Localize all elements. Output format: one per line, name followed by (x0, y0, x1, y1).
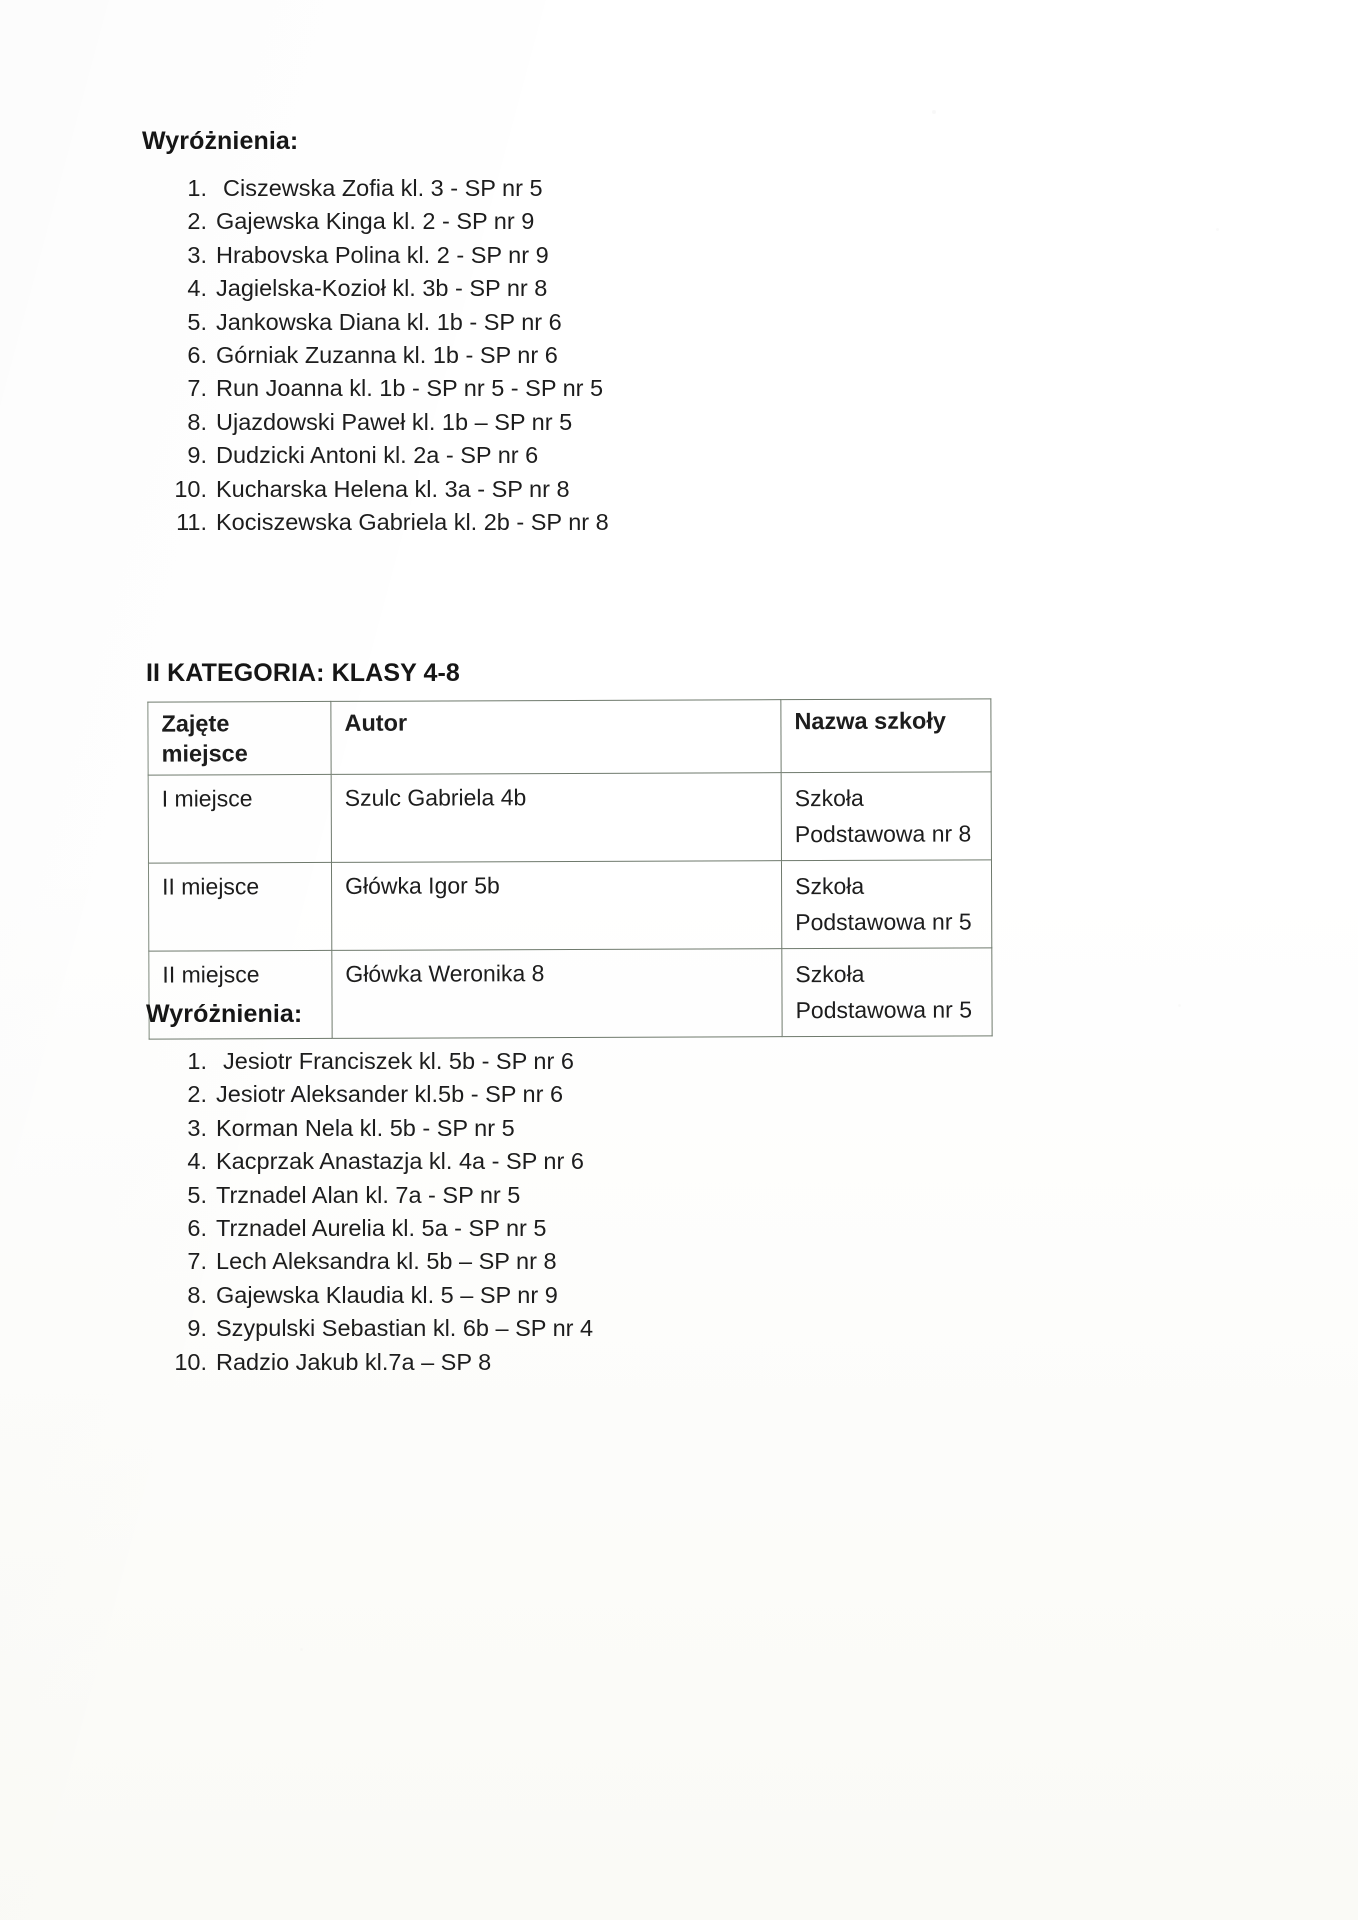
list-item-text: Szypulski Sebastian kl. 6b – SP nr 4 (216, 1315, 594, 1342)
list-item (170, 1112, 593, 1145)
school-name-line-2: Podstawowa nr 5 (795, 996, 973, 1024)
list-item-number: 7. (187, 1248, 207, 1275)
section-one-list (170, 172, 609, 539)
list-item-number: 5. (187, 1181, 207, 1208)
list-item-number: 4. (187, 275, 207, 302)
list-item (170, 1078, 593, 1111)
list-item (170, 172, 609, 205)
school-name-line-1: Szkoła (795, 960, 865, 988)
list-item-text: Jagielska-Kozioł kl. 3b - SP nr 8 (216, 275, 548, 302)
column-header-place: Zajęte miejsce (148, 701, 331, 775)
list-item (170, 506, 609, 539)
list-item-text: Jesiotr Aleksander kl.5b - SP nr 6 (216, 1081, 564, 1108)
list-item (170, 272, 609, 305)
cell-place: II miejsce (148, 862, 331, 951)
results-table (147, 698, 992, 1039)
school-name-line-2: Podstawowa nr 8 (794, 820, 972, 848)
list-item-text: Dudzicki Antoni kl. 2a - SP nr 6 (216, 442, 539, 469)
section-three-heading: Wyróżnienia: (146, 1000, 303, 1028)
list-item-number: 1. (187, 1048, 207, 1074)
list-item-text: Radzio Jakub kl.7a – SP 8 (216, 1348, 492, 1375)
column-header-author: Autor (331, 700, 781, 775)
list-item-text: Run Joanna kl. 1b - SP nr 5 - SP nr 5 (216, 375, 604, 402)
school-name-line-2: Podstawowa nr 5 (795, 908, 972, 936)
section-three-list (170, 1045, 593, 1379)
list-item-number: 4. (187, 1148, 207, 1175)
list-item-number: 8. (187, 408, 207, 435)
list-item-number: 6. (187, 342, 207, 369)
list-item (170, 1212, 593, 1245)
cell-place: II miejsce (149, 950, 332, 1039)
list-item-text: Kucharska Helena kl. 3a - SP nr 8 (216, 475, 570, 502)
list-item-text: Jesiotr Franciszek kl. 5b - SP nr 6 (223, 1048, 574, 1074)
list-item (170, 239, 609, 272)
section-one-heading: Wyróżnienia: (142, 127, 299, 155)
cell-author: Szulc Gabriela 4b (331, 773, 781, 863)
list-item-text: Gajewska Kinga kl. 2 - SP nr 9 (216, 208, 535, 235)
list-item-text: Górniak Zuzanna kl. 1b - SP nr 6 (216, 342, 558, 369)
list-item-text: Ciszewska Zofia kl. 3 - SP nr 5 (223, 175, 543, 201)
school-name-line-1: Szkoła (795, 872, 865, 900)
list-item-text: Gajewska Klaudia kl. 5 – SP nr 9 (216, 1281, 558, 1308)
list-item-number: 9. (187, 442, 207, 469)
list-item-number: 2. (187, 1081, 207, 1108)
list-item-number: 5. (187, 308, 207, 335)
list-item (170, 306, 609, 339)
list-item-number: 7. (187, 375, 207, 402)
list-item-text: Trznadel Aurelia kl. 5a - SP nr 5 (216, 1215, 547, 1242)
list-item-number: 8. (187, 1281, 207, 1308)
list-item-text: Trznadel Alan kl. 7a - SP nr 5 (216, 1181, 521, 1208)
cell-school (781, 860, 991, 949)
column-header-school: Nazwa szkoły (781, 699, 991, 773)
list-item-number: 9. (187, 1315, 207, 1342)
list-item-number: 3. (187, 1114, 207, 1141)
scan-artifact (1216, 228, 1219, 231)
list-item-text: Lech Aleksandra kl. 5b – SP nr 8 (216, 1248, 557, 1275)
results-table-container (147, 698, 991, 1039)
list-item (170, 473, 609, 506)
list-item (170, 339, 609, 372)
list-item-number: 10. (174, 475, 207, 502)
list-item-text: Hrabovska Polina kl. 2 - SP nr 9 (216, 241, 549, 268)
list-item (170, 1179, 593, 1212)
list-item-text: Ujazdowski Paweł kl. 1b – SP nr 5 (216, 408, 573, 435)
list-item-text: Jankowska Diana kl. 1b - SP nr 6 (216, 308, 562, 335)
list-item (170, 439, 609, 472)
list-item (170, 406, 609, 439)
list-item-number: 2. (187, 208, 207, 235)
list-item (170, 1346, 593, 1379)
table-header-row (148, 699, 991, 775)
list-item (170, 1145, 593, 1178)
list-item-number: 1. (187, 175, 207, 201)
list-item-text: Korman Nela kl. 5b - SP nr 5 (216, 1114, 515, 1141)
table-row (148, 860, 991, 951)
list-item-number: 6. (187, 1215, 207, 1242)
table-row (148, 772, 991, 863)
cell-school (781, 772, 991, 861)
cell-author: Główka Weronika 8 (332, 949, 782, 1039)
list-item-text: Kociszewska Gabriela kl. 2b - SP nr 8 (216, 509, 609, 536)
list-item (170, 1312, 593, 1345)
list-item-number: 3. (187, 241, 207, 268)
section-two-heading: II KATEGORIA: KLASY 4-8 (146, 659, 460, 687)
list-item (170, 1045, 593, 1078)
scan-artifact (1178, 1004, 1181, 1007)
list-item (170, 372, 609, 405)
scan-artifact (300, 1648, 303, 1651)
list-item (170, 1279, 593, 1312)
cell-school (782, 948, 992, 1037)
list-item-text: Kacprzak Anastazja kl. 4a - SP nr 6 (216, 1148, 584, 1175)
list-item (170, 205, 609, 238)
scan-artifact (932, 110, 936, 114)
list-item-number: 10. (174, 1348, 207, 1375)
school-name-line-1: Szkoła (794, 784, 864, 812)
results-table-head (148, 699, 991, 775)
cell-place: I miejsce (148, 774, 331, 863)
list-item-number: 11. (176, 509, 207, 536)
cell-author: Główka Igor 5b (331, 861, 781, 951)
list-item (170, 1245, 593, 1278)
